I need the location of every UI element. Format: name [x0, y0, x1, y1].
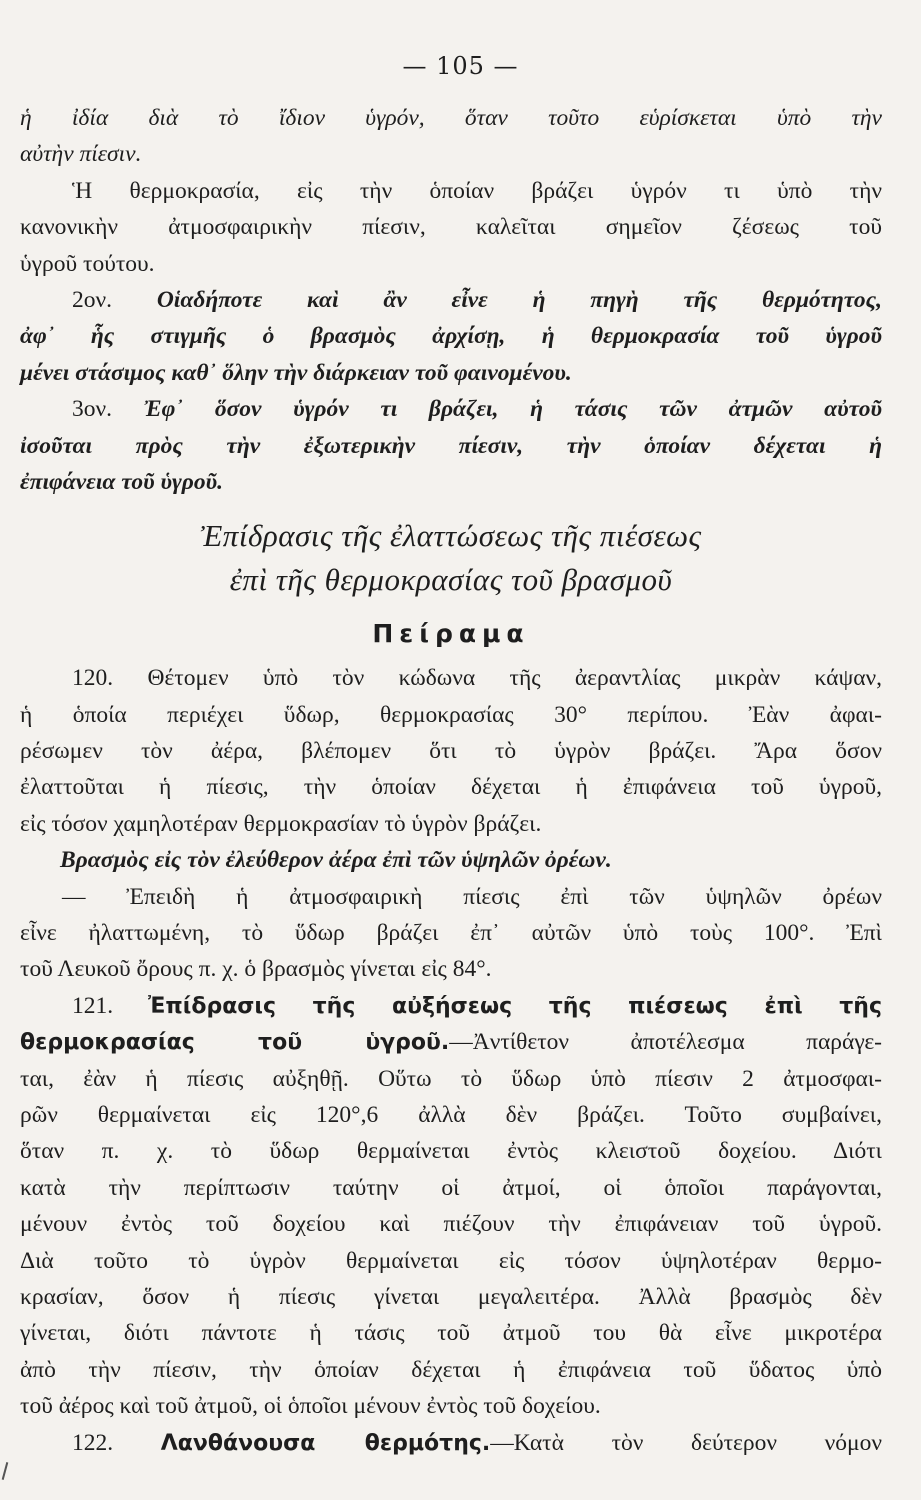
text-line: ὑγροῦ τούτου. [20, 250, 155, 277]
paragraph-122-text: —Κατὰ τὸν δεύτερον νόμον [490, 1429, 883, 1456]
point-3-line: ἰσοῦται πρὸς τὴν ἐξωτερικὴν πίεσιν, τὴν ὁποίαν δέχεται ἡ [20, 432, 882, 459]
scan-mark [2, 1462, 9, 1480]
paragraph-121-line [20, 988, 882, 1024]
paragraph-121-line: ὅταν π. χ. τὸ ὕδωρ θερμαίνεται ἐντὸς κλειστοῦ δοχείου. Διότι [20, 1138, 882, 1165]
section-title: Ἐπίδρασις τῆς ἐλαττώσεως τῆς πιέσεως [200, 518, 702, 554]
paragraph-122-title: Λανθάνουσα θερμότης. [160, 1430, 491, 1456]
paragraph-121-line: γίνεται, διότι πάντοτε ἡ τάσις τοῦ ἀτμοῦ του θὰ εἶνε μικροτέρα [20, 1320, 882, 1347]
paragraph-120-line: ἐλαττοῦται ἡ πίεσις, τὴν ὁποίαν δέχεται ἡ ἐπιφάνεια τοῦ ὑγροῦ, [20, 774, 882, 801]
paragraph-121-title: Ἐπίδρασις τῆς αὐξήσεως τῆς πιέσεως ἐπὶ τῆς [147, 993, 883, 1019]
mountain-line: εἶνε ἠλαττωμένη, τὸ ὕδωρ βράζει ἐπ᾽ αὐτῶν ὑπὸ τοὺς 100°. Ἐπὶ [20, 920, 882, 947]
paragraph-121-line: κατὰ τὴν περίπτωσιν ταύτην οἱ ἀτμοί, οἱ ὁποῖοι παράγονται, [20, 1174, 882, 1201]
paragraph-120-line: εἰς τόσον χαμηλοτέραν θερμοκρασίαν τὸ ὑγρὸν βράζει. [20, 810, 542, 837]
point-2-line: ἀφ᾽ ἧς στιγμῆς ὁ βρασμὸς ἀρχίσῃ, ἡ θερμοκρασία τοῦ ὑγροῦ [20, 323, 882, 350]
paragraph-121-line: τοῦ ἀέρος καὶ τοῦ ἀτμοῦ, οἱ ὁποῖοι μένουν ἐντὸς τοῦ δοχείου. [20, 1393, 601, 1420]
paragraph-120-line [20, 660, 882, 696]
paragraph-121-text: —Ἀντίθετον ἀποτέλεσμα παράγε- [449, 1029, 883, 1056]
paragraph-120-line: ρέσωμεν τὸν ἀέρα, βλέπομεν ὅτι τὸ ὑγρὸν βράζει. Ἄρα ὅσον [20, 738, 882, 765]
experiment-label: Πείραμα [372, 619, 530, 649]
paragraph-121-line: κρασίαν, ὅσον ἡ πίεσις γίνεται μεγαλειτέρα. Ἀλλὰ βρασμὸς δὲν [20, 1283, 882, 1310]
paragraph-121-line: μένουν ἐντὸς τοῦ δοχείου καὶ πιέζουν τὴν ἐπιφάνειαν τοῦ ὑγροῦ. [20, 1211, 882, 1238]
mountain-line: τοῦ Λευκοῦ ὄρους π. χ. ὁ βρασμὸς γίνεται εἰς 84°. [20, 956, 492, 983]
point-2-line [20, 282, 882, 318]
point-2-line: μένει στάσιμος καθ᾽ ὅλην τὴν διάρκειαν τοῦ φαινομένου. [20, 359, 572, 386]
paragraph-121-line [20, 1024, 882, 1060]
page-number: — 105 — [402, 52, 519, 80]
point-3-text: Ἐφ᾽ ὅσον ὑγρόν τι βράζει, ἡ τάσις τῶν ἀτμῶν αὐτοῦ [143, 396, 882, 423]
point-3-number: 3ον. [72, 396, 113, 423]
text-line: κανονικὴν ἀτμοσφαιρικὴν πίεσιν, καλεῖται σημεῖον ζέσεως τοῦ [20, 214, 882, 241]
paragraph-121-number: 121. [72, 992, 114, 1019]
paragraph-120-number: 120. [72, 665, 114, 692]
paragraph-122-number: 122. [72, 1429, 114, 1456]
body-text [20, 100, 882, 1461]
mountain-line: — Ἐπειδὴ ἡ ἀτμοσφαιρικὴ πίεσις ἐπὶ τῶν ὑψηλῶν ὀρέων [62, 883, 882, 910]
mountain-title: Βρασμὸς εἰς τὸν ἐλεύθερον ἀέρα ἐπὶ τῶν ὑψηλῶν ὀρέων. [60, 847, 612, 874]
paragraph-122-line [20, 1425, 882, 1461]
text-line: ἡ ἰδία διὰ τὸ ἴδιον ὑγρόν, ὅταν τοῦτο εὑρίσκεται ὑπὸ τὴν [20, 105, 882, 131]
paragraph-121-line: ται, ἐὰν ἡ πίεσις αὐξηθῇ. Οὕτω τὸ ὕδωρ ὑπὸ πίεσιν 2 ἀτμοσφαι- [20, 1065, 882, 1092]
point-2-text: Οἱαδήποτε καὶ ἂν εἶνε ἡ πηγὴ τῆς θερμότητος, [156, 286, 882, 313]
point-3-line [20, 391, 882, 427]
paragraph-121-line: ρῶν θερμαίνεται εἰς 120°,6 ἀλλὰ δὲν βράζει. Τοῦτο συμβαίνει, [20, 1101, 882, 1128]
section-title: ἐπὶ τῆς θερμοκρασίας τοῦ βρασμοῦ [229, 562, 673, 598]
point-2-number: 2ον. [72, 286, 113, 313]
paragraph-120-text: Θέτομεν ὑπὸ τὸν κώδωνα τῆς ἀεραντλίας μικρὰν κάψαν, [147, 665, 883, 692]
paragraph-121-title: θερμοκρασίας τοῦ ὑγροῦ. [20, 1030, 450, 1056]
text-line: αὐτὴν πίεσιν. [20, 141, 142, 168]
point-3-line: ἐπιφάνεια τοῦ ὑγροῦ. [20, 468, 223, 495]
paragraph-120-line: ἡ ὁποία περιέχει ὕδωρ, θερμοκρασίας 30° περίπου. Ἐὰν ἀφαι- [20, 701, 882, 728]
paragraph-121-line: ἀπὸ τὴν πίεσιν, τὴν ὁποίαν δέχεται ἡ ἐπιφάνεια τοῦ ὕδατος ὑπὸ [20, 1356, 882, 1383]
paragraph-121-line: Διὰ τοῦτο τὸ ὑγρὸν θερμαίνεται εἰς τόσον ὑψηλοτέραν θερμο- [20, 1247, 882, 1274]
text-line: Ἡ θερμοκρασία, εἰς τὴν ὁποίαν βράζει ὑγρόν τι ὑπὸ τὴν [72, 177, 882, 204]
